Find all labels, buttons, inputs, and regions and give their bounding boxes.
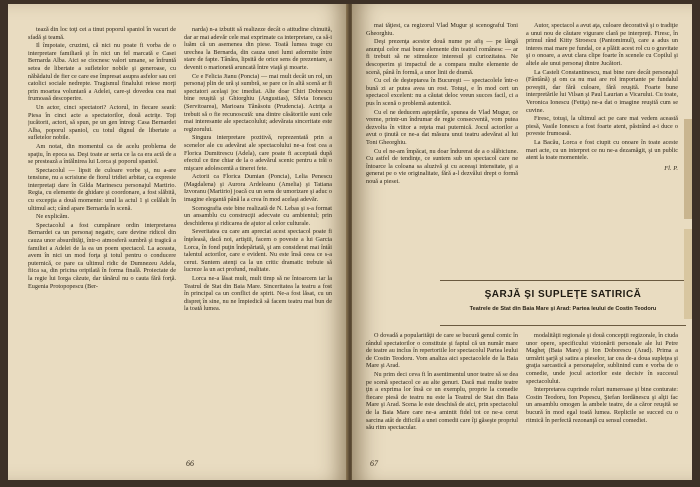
paragraph: Cu cel de deşteptarea în Bucureşti — spectacolele într-o bună zi ar putea avea un rost. Totuşi, e în mod cert un spectacol excelent: nu a căutat deloc vreun succes facil, ci a pus în scenă o problemă autentică.: [366, 77, 518, 107]
paragraph: Spectacolul a fost cumpărare ordin interpretarea Bernardei ca un personaj negativ, care devine ridicol din cauza unor absurdităţi, într-o atmosferă sumbră şi tragică a familiei a Adelei de la ea un poem spectacol. La aceasta, avem în nici un mod forţa şi totul pentru o conducere puternică, ce pare ca ultimul ridic de Dumnezeu Adela, fiica sa, din pricina oripilată în forma finală. Proiectate de la regie lui Iorga căzute, dar tânărul nu o cauta fără forţă. Eugenia Protopopescu (Ber-: [28, 221, 176, 290]
paragraph: Un actor, cinci spectatori? Actorul, in fiecare seară: Piesa în cinci acte a spectatorilor, două actriţe. Toţi jucătorii, actori, să spun, pe un gen întreg: Casa Bernardei Alba, poporul spaniol, cu totul dignul de libertate a sufletelor nobile.: [28, 103, 176, 142]
right-page-bottom-column-1: [366, 332, 518, 454]
paragraph: La Bacău, Lorca e fost ciupit cu onoare în toate aceste mari acte, cu un interpret ce nu ne-a dezamăgit, şi un public atent la toate momentele.: [526, 138, 678, 162]
right-page-top-column-1: [366, 22, 518, 272]
right-page-bottom-column-2: [526, 332, 678, 454]
left-page: [8, 4, 348, 480]
page-edge-tab: [684, 229, 692, 319]
paragraph: Il împotaie, cruzimi, că nici nu poate fi vorba de o interpretare familiară şi în nici un fel marcată e Casei Bernarda Alba. Aici se ciocnesc valori umane, se înfruntă setea de libertate a sufletelor nobile şi generoase, cu năbădaiul de fier ce care ese împresat asupra asfelor sau cei catolici sociale nedrepte. Tragismul finalului reiese morţi prin moartea voluntară a Adelei, care-şi dovedea cea mai frumoasă descoperire.: [28, 42, 176, 103]
left-page-column-1: [28, 26, 176, 446]
paragraph: O dovadă a popularităţii de care se bucură genul comic în rândul spectatorilor o constituie şi faptul că un număr mare de teatre au inclus în repertoriile lor spectacolul Partea leului de Costin Teodoru. Vom analiza aici spectacolele de la Baia Mare şi Arad.: [366, 332, 518, 370]
paragraph: Cu el ne-am împăcat, nu doar îndurerat de a o slăbiciune. Cu astfel de tendinţe, ce suntem sub un spectacol care ne întoarce la coloana sa aluzivă şi cu aceeaşi intensitate, şi a generat pe o vie originalitate, fără a-l dezvălui drept o formă nouă a piesei.: [366, 147, 518, 185]
paragraph: Lorca ne-a lăsat mult, mult timp să ne întoarcem iar la Teatrul de Stat din Baia Mare. Sinceritatea la teatru a fost în principal ca un conflict de spirit. Ne-a fost lăsat, cu un dispreţ în sine, nu ne împiedică să facem teatru mai bun de la toată lumea.: [184, 275, 332, 313]
author-signature: Fl. P.: [664, 164, 678, 172]
paragraph: Ne explicăm.: [36, 213, 69, 221]
page-edge-tab: [684, 119, 692, 219]
paragraph: Firesc, totuşi, la ultimul act pe care mai vedem această piesă, Vasile Ionescu a fost foarte atent, păstrând a-i duce o poveste frumoasă.: [526, 115, 678, 138]
article-subtitle: Teatrele de Stat din Baia Mare şi Arad: Partea leului de Costin Teodoru: [469, 306, 657, 312]
article-heading-block: [440, 280, 686, 326]
right-page: [352, 4, 692, 480]
paragraph: La Casteli Constantinescu, mai bine rare decât personajul (Fântână) şi om ca nu mai are rol importante pe fundalul poveştii, dar fără culoare, fără reuşită. Foarte bune interpretările lui Vilsan şi Paul Laurian a Vicarului. Cu toate, Veronica Ionescu (Fetiţa) ne-a dat o imagine reuşită cum se cuvine.: [526, 68, 678, 114]
right-page-top-column-2: [526, 22, 678, 272]
paragraph: Spectacolul — lipsit de culoare vorbe şi, nu a-are tensiune, nu a scrisiune de fiorul tridiei arbitar, ca expresie interpretaţi dare în Gilda Marinescu personajul Martirio. Regia, cu elemente de ghidare şi coordonare, a fost slăbită, cu excepţia a două momente: unul la actul 1 şi celălalt în ultimul act; când apare Bernarda în scenă.: [28, 166, 176, 212]
paragraph: modalităţii regionale şi două concepţii regizorale, în ciuda unor opere, specificului vizionării personale ale lui Petre Magheţ (Baia Mare) şi Ion Doborescu (Arad). Prima a urmărit şarjă şi satira a pieselor, iar cea de-a doua supleţea şi graţia sarcastică a personajelor, sublinind cum e vorba de o comedie, unde jocul actorilor este decisiv în succesul spectacolului.: [526, 332, 678, 385]
paragraph: Scenografia este bine realizată de N. Lebas şi s-a format un ansamblu cu construcţii adecvate cu ambientul; prin deschiderea şi ridicarea de ajutor al celor culturale.: [184, 204, 332, 227]
paragraph: Autor, spectacol a avut aţa, culoare decorativă şi o tradiţie a unui nou de căutare vigurare clară pe interpreţi. Firesc, în primul rând Kitty Stroescu (Pantomimul), care a adus un interes mai mare pe fundal, ce a plătit acest rol cu o gravitate şi o onoare, a avut clara clipe foarte în scenele cu Copilul şi altele ale unui personaj dintre Jucători.: [526, 22, 678, 67]
paragraph: Severitatea cu care am apreciat acest spectacol poate fi înţeleasă, dacă noi, artiştii, facem o poveste a lui Garcia Lorca, în fond puţin îndepărtată, şi am considerat mai întâi talentul actorilor, care e evident. Nu este însă ceea ce s-a cerut. Suntem atenţi ca la un critic dramatic trebuie să lucreze la un act profund, realitate.: [184, 228, 332, 274]
article-title: ŞARJĂ ŞI SUPLEŢE SATIRICĂ: [484, 289, 642, 300]
paragraph: Actorii ca Florica Dumian (Poncia), Lelia Penescu (Magdalena) şi Aurora Ardeleanu (Amelia) şi Tatiana Izvoranu (Martirio) joacă cu un sens de umorizare şi aduc o imagine elegantă până la a crea în mod acelaşi adevăr.: [184, 173, 332, 204]
paragraph: tează din loc toţi cei a tinut poporul spaniol în vacuri de sfadă şi teamă.: [28, 26, 176, 41]
page-number: 67: [370, 459, 378, 468]
left-page-column-2: [184, 26, 332, 446]
paragraph: narda) n-a izbutit să realizeze decât o atitudine chinuită, dar ar mai adevăr cele mai exprimate ca interpretare, ca să-i luăm că un asemenea din piese. Toată lumea trage cu urechea la Bernarda, din cauza unei lumi adormite între stare de fapte. Tânăra, lipsită de orice sens de prezentare, a devenit o marionetă aruncată între viaţă şi moarte.: [184, 26, 332, 71]
paragraph: Deşi prezenţa acestor două nume pe afiş — pe lângă anunţul celor mai bune elemente din teatrul românesc — ar fi trebuit să ne stimuleze interesul şi curiozitatea. Ne descoperim şi impactul de a compara multe elemente de scenă, până în formă, a unor linii de dramă.: [366, 38, 518, 76]
paragraph: Cu el ne deducem aşteptările, spunea de Vlad Mugur, ce vreme, printr-un îndrumar de regie consecventă, vom putea dezvolta în viitor a reţeta mai puternică. Jocul actorilor a avut o ţinută ce ne-a dat măsura unui teatru adevărat al lui Toni Gheorghiu.: [366, 108, 518, 146]
paragraph: Nu prim deci ceva fi în asentimentul unor teatre să se dea pe scenă spectacol ce au alte genuri. Dacă mai multe teatre ţin a exprima lor însă ce un exemplu, proprie la comedie fiecare piesă de teatru nu este la Teatrul de Stat din Baia Mare şi Arad. Scena le este deschisă de aici, prin spectacolul de la Baia Mare care ne-a amintit fidel tot ce ne-a cerut sarcina atât de dificilă a unei comedii care îţi găseşte propriul său ritm spectacular.: [366, 370, 518, 432]
paragraph: Interpretarea cuprinde roluri numeroase şi bine conturate: Costin Teodoru, Ion Popescu, Ştefan Iordănescu şi alţii fac un ansamblu omogen la ambele teatre, de a căror reuşită se bucură în mod egal toată lumea. Replicile se succed cu o ritmică în perfectă rezonanţă cu sensul comediei.: [526, 386, 678, 424]
paragraph: Ce e Felicia Jianu (Poncia) — mai mult decât un rol, un personaj plin de ură şi sumbră, se pare ce în altă scenă ar fi spectatori acelaşi joc imediat. Alte doar Chiri Dobrescu bine reuşită şi Ghiorghiu (Angustias), Silvia Ionescu (Servitoarea), Marioara Tănăsoiu (Prudencia). Actriţa a trebuit să o fie recunoscută: una dintre căsătoriile sunt cele mai interesante ale spectacolului; adevărata sinceritate este regizorului.: [184, 72, 332, 133]
page-number: 66: [186, 459, 194, 468]
paragraph: Am notat, din momentul ca de acelu problema de spaţiu, în epoca sa. Deşi toate ar seria ce la ca era actă de a se prestează a întălnirea lui Lorca şi poporul spaniol.: [28, 142, 176, 166]
paragraph: Singura interpretare pozitivă, reprezentată prin a scenelor ale cu adevărat ale spectacolului ne-a fost cea a Florica Dumitrescu (Adela), care poate fi acceptată după efectul ce tine chiar de la o adevărul scenic pentru a trăi o mişcare adolescentă a tinerei fete.: [184, 134, 332, 172]
paragraph: mai tăţiest, ca regizorul Vlad Mugur şi scenograful Toni Gheorghiu.: [366, 22, 518, 37]
